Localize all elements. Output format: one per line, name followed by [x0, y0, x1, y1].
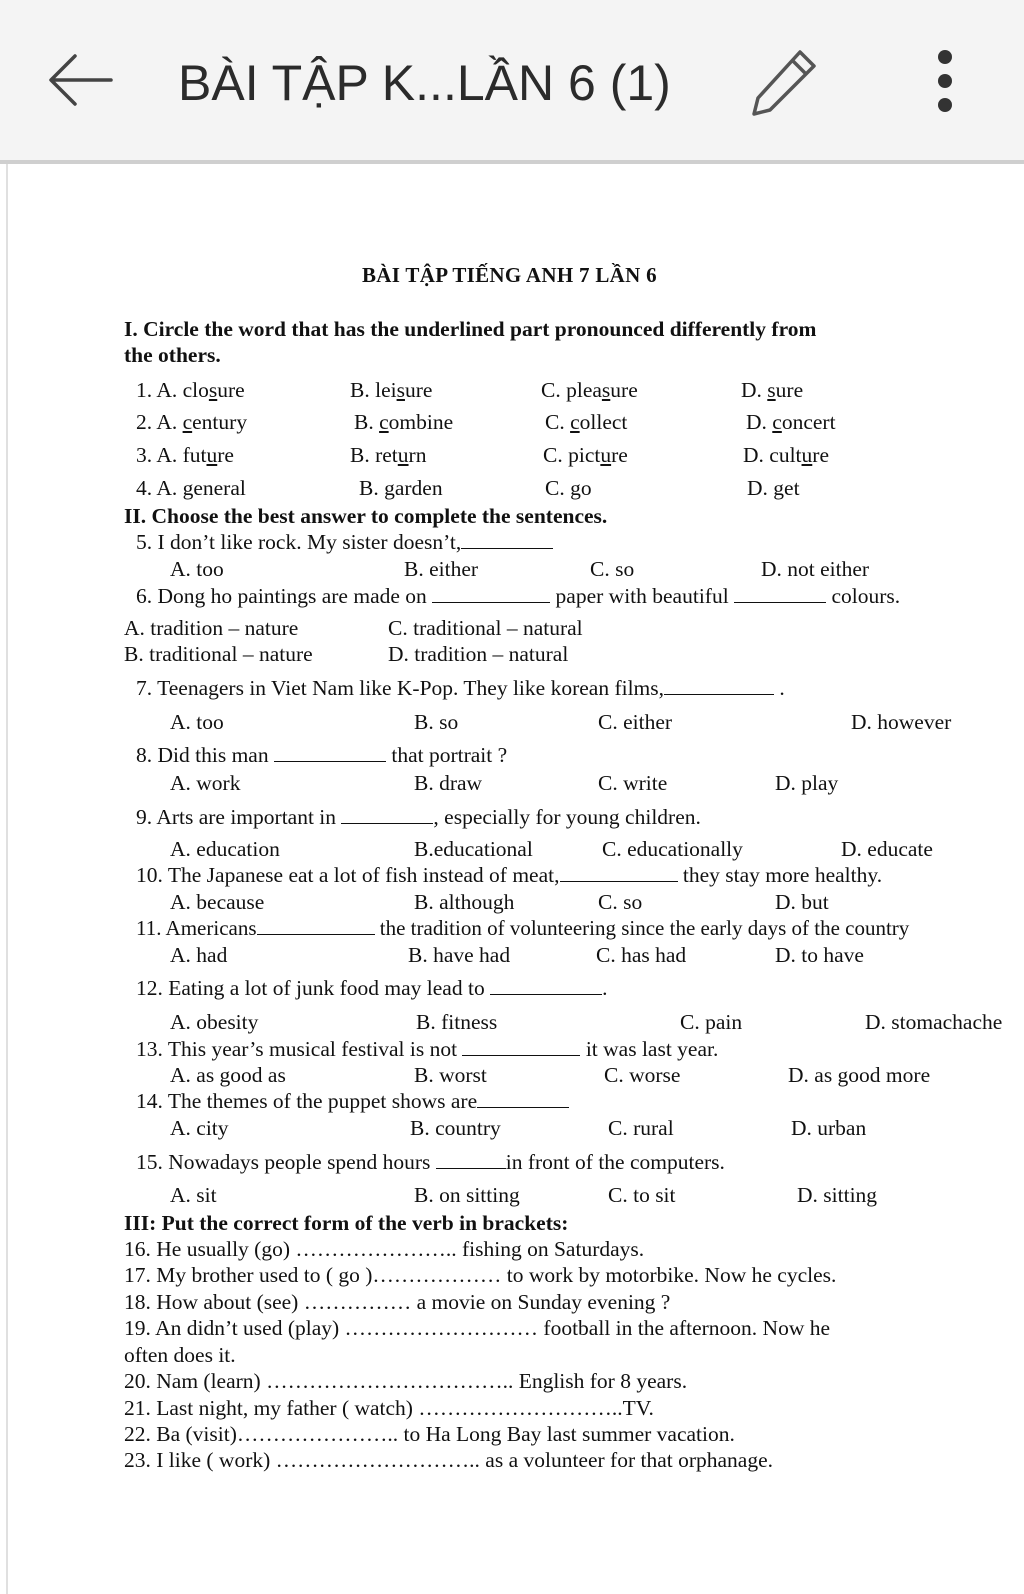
q10-option-c: C. so — [598, 890, 643, 914]
q6-option-a: A. tradition – nature — [124, 616, 299, 640]
q10-option-d: D. but — [775, 890, 829, 914]
q15-option-c: C. to sit — [608, 1183, 676, 1207]
section2-heading: II. Choose the best answer to complete the sentences. — [124, 504, 608, 528]
q13-option-a: A. as good as — [170, 1063, 286, 1087]
q23-line: 23. I like ( work) ……………………….. as a volunteer for that orphanage. — [124, 1448, 774, 1472]
q20-line: 20. Nam (learn) …………………………….. English for 8 years. — [124, 1369, 688, 1393]
q13-option-b: B. worst — [414, 1063, 487, 1087]
q19-line-cont: often does it. — [124, 1343, 236, 1367]
q13-option-c: C. worse — [604, 1063, 681, 1087]
q5-option-a: A. too — [170, 557, 224, 581]
q15-option-a: A. sit — [170, 1183, 217, 1207]
q16-line: 16. He usually (go) ………………….. fishing on Saturdays. — [124, 1237, 645, 1261]
q4-option-b: B. garden — [359, 476, 443, 500]
q5-option-d: D. not either — [761, 557, 870, 581]
q2-option-c: C. collect — [545, 410, 628, 434]
q7-option-d: D. however — [851, 710, 952, 734]
q10-option-b: B. although — [414, 890, 515, 914]
q3-option-d: D. culture — [743, 443, 829, 467]
q12-stem: 12. Eating a lot of junk food may lead to . — [136, 976, 608, 1000]
q9-option-c: C. educationally — [602, 837, 743, 861]
q5-option-c: C. so — [590, 557, 635, 581]
q9-stem: 9. Arts are important in , especially for young children. — [136, 805, 701, 829]
q12-option-a: A. obesity — [170, 1010, 259, 1034]
q11-option-b: B. have had — [408, 943, 511, 967]
q3-option-c: C. picture — [543, 443, 628, 467]
q12-option-c: C. pain — [680, 1010, 743, 1034]
q1-option-d: D. sure — [741, 378, 804, 402]
q1-option-c: C. pleasure — [541, 378, 638, 402]
section1-heading: I. Circle the word that has the underlined part pronounced differently from — [124, 317, 817, 341]
q6-option-b: B. traditional – nature — [124, 642, 313, 666]
q11-option-d: D. to have — [775, 943, 864, 967]
q13-option-d: D. as good more — [788, 1063, 931, 1087]
q15-option-b: B. on sitting — [414, 1183, 520, 1207]
q6-option-d: D. tradition – natural — [388, 642, 569, 666]
q14-option-d: D. urban — [791, 1116, 867, 1140]
q1-option-a: 1. A. closure — [136, 378, 245, 402]
q3-option-a: 3. A. future — [136, 443, 234, 467]
q1-option-b: B. leisure — [350, 378, 433, 402]
q11-option-c: C. has had — [596, 943, 687, 967]
q5-stem: 5. I don’t like rock. My sister doesn’t, — [136, 529, 553, 555]
q9-option-b: B.educational — [414, 837, 533, 861]
doc-title: BÀI TẬP TIẾNG ANH 7 LẦN 6 — [362, 263, 657, 287]
q14-option-c: C. rural — [608, 1116, 674, 1140]
q10-option-a: A. because — [170, 890, 265, 914]
q7-option-a: A. too — [170, 710, 224, 734]
q10-stem: 10. The Japanese eat a lot of fish instead of meat, they stay more healthy. — [136, 863, 883, 887]
section1-heading-cont: the others. — [124, 343, 221, 367]
section3-heading: III: Put the correct form of the verb in brackets: — [124, 1211, 569, 1235]
q7-stem: 7. Teenagers in Viet Nam like K-Pop. They like korean films, . — [136, 676, 785, 700]
q7-option-b: B. so — [414, 710, 459, 734]
q4-option-a: 4. A. general — [136, 476, 246, 500]
q5-option-b: B. either — [404, 557, 479, 581]
q8-option-c: C. write — [598, 771, 668, 795]
q14-option-b: B. country — [410, 1116, 501, 1140]
q22-line: 22. Ba (visit)………………….. to Ha Long Bay last summer vacation. — [124, 1422, 735, 1446]
q8-option-d: D. play — [775, 771, 839, 795]
q2-option-b: B. combine — [354, 410, 454, 434]
q6-stem: 6. Dong ho paintings are made on paper with beautiful colours. — [136, 584, 901, 608]
q15-stem: 15. Nowadays people spend hours in front of the computers. — [136, 1150, 725, 1174]
q2-option-a: 2. A. century — [136, 410, 248, 434]
q14-option-a: A. city — [170, 1116, 229, 1140]
q4-option-c: C. go — [545, 476, 592, 500]
q8-option-b: B. draw — [414, 771, 483, 795]
q15-option-d: D. sitting — [797, 1183, 878, 1207]
q6-option-c: C. traditional – natural — [388, 616, 583, 640]
q13-stem: 13. This year’s musical festival is not it was last year. — [136, 1037, 719, 1061]
q12-option-d: D. stomachache — [865, 1010, 1003, 1034]
q19-line: 19. An didn’t used (play) ……………………… football in the afternoon. Now he — [124, 1316, 831, 1340]
q12-option-b: B. fitness — [416, 1010, 498, 1034]
q11-stem: 11. Americans the tradition of volunteering since the early days of the country — [136, 916, 910, 940]
q9-option-d: D. educate — [841, 837, 933, 861]
q11-option-a: A. had — [170, 943, 228, 967]
q8-option-a: A. work — [170, 771, 241, 795]
document-title: BÀI TẬP K...LẦN 6 (1) — [178, 55, 671, 111]
q4-option-d: D. get — [747, 476, 800, 500]
q18-line: 18. How about (see) …………… a movie on Sunday evening ? — [124, 1290, 671, 1314]
q17-line: 17. My brother used to ( go )……………… to work by motorbike. Now he cycles. — [124, 1263, 837, 1287]
q2-option-d: D. concert — [746, 410, 836, 434]
q7-option-c: C. either — [598, 710, 673, 734]
q8-stem: 8. Did this man that portrait ? — [136, 743, 508, 767]
q9-option-a: A. education — [170, 837, 280, 861]
q3-option-b: B. return — [350, 443, 427, 467]
q21-line: 21. Last night, my father ( watch) ………………………..TV. — [124, 1396, 654, 1420]
q14-stem: 14. The themes of the puppet shows are — [136, 1088, 569, 1114]
